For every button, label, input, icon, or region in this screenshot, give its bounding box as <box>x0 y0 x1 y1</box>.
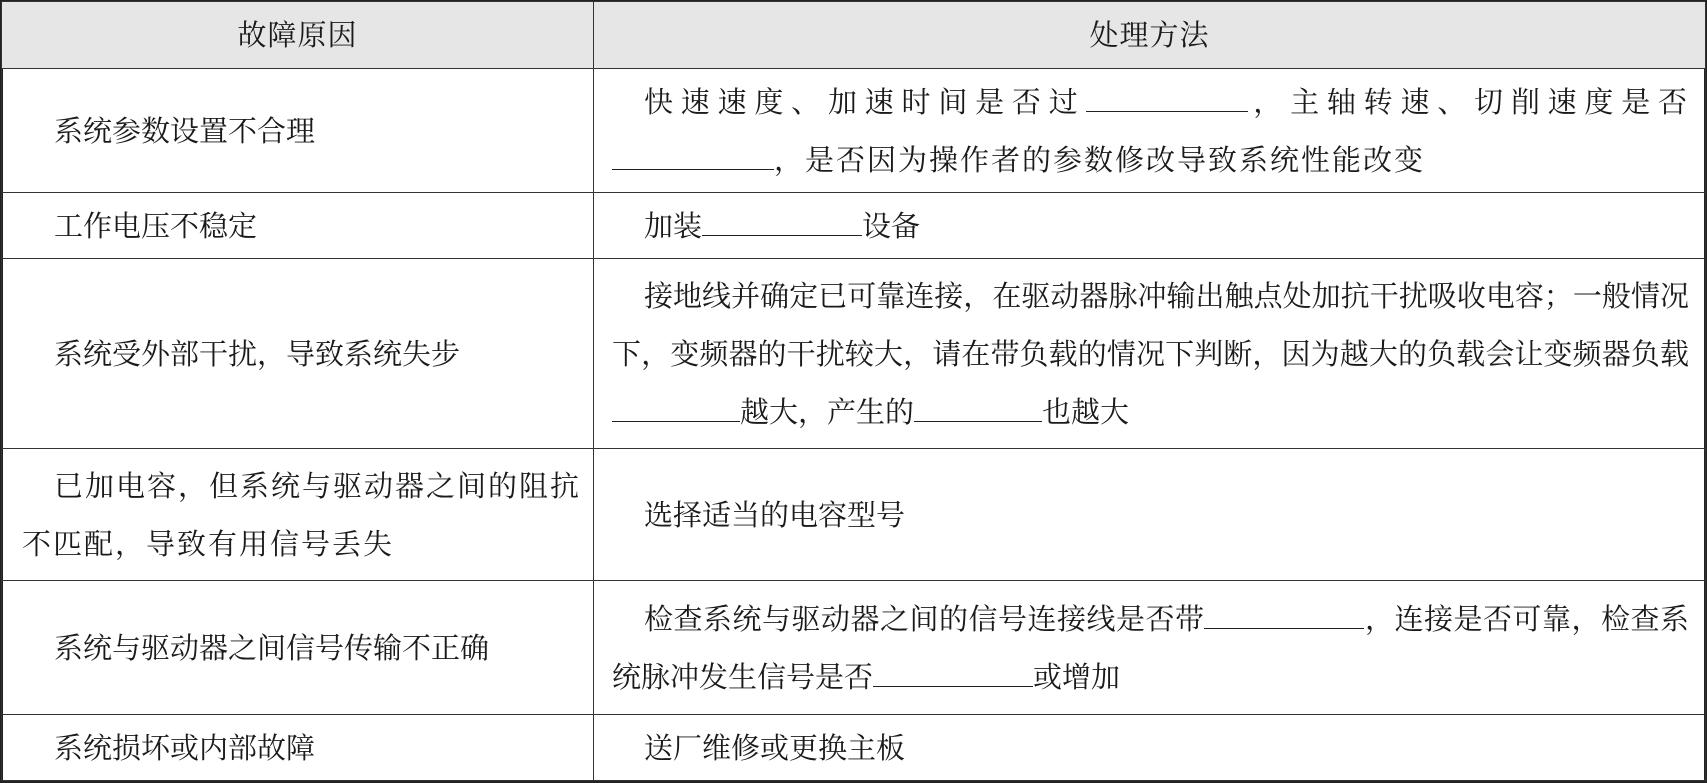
cause-cell: 系统受外部干扰，导致系统失步 <box>2 259 594 449</box>
fill-blank <box>612 391 740 422</box>
table-row <box>2 449 1706 581</box>
cause-cell: 已加电容，但系统与驱动器之间的阻抗不匹配，导致有用信号丢失 <box>2 449 594 581</box>
fill-blank <box>873 656 1033 687</box>
method-text: 快速速度、加速时间是否过 <box>644 84 1086 119</box>
method-cell <box>594 69 1706 193</box>
header-cause: 故障原因 <box>2 2 594 69</box>
header-method: 处理方法 <box>594 2 1706 69</box>
fill-blank <box>1086 81 1248 112</box>
method-cell: 选择适当的电容型号 <box>594 449 1706 581</box>
method-cell <box>594 193 1706 259</box>
table-row <box>2 259 1706 449</box>
method-text: ，是否因为操作者的参数修改导致系统性能改变 <box>774 142 1426 177</box>
table-row <box>2 69 1706 193</box>
method-text: 或增加 <box>1033 659 1121 694</box>
method-text: 检查系统与驱动器之间的信号连接线是否带 <box>644 601 1205 636</box>
method-text: 接地线并确定已可靠连接，在驱动器脉冲输出触点处加抗干扰吸收电容；一般情况下，变频器的干扰较大，请在带负载的情况下判断，因为越大的负载会让变频器负载 <box>612 278 1689 371</box>
fill-blank <box>612 139 774 170</box>
fill-blank <box>914 391 1042 422</box>
method-text: ，主轴转速、切削速度是否 <box>1247 84 1689 119</box>
cause-cell: 系统损坏或内部故障 <box>2 715 594 781</box>
cause-cell: 系统与驱动器之间信号传输不正确 <box>2 581 594 715</box>
table-row <box>2 193 1706 259</box>
method-text: 越大，产生的 <box>740 394 915 429</box>
table-row <box>2 715 1706 781</box>
header-row <box>2 2 1706 69</box>
fault-table <box>1 1 1706 781</box>
method-cell: 送厂维修或更换主板 <box>594 715 1706 781</box>
fill-blank <box>1204 598 1364 629</box>
method-cell <box>594 581 1706 715</box>
method-text: ，连接是否可靠，检查系统脉冲发生信号是否 <box>612 601 1689 694</box>
method-text: 也越大 <box>1042 394 1130 429</box>
method-cell <box>594 259 1706 449</box>
cause-cell: 系统参数设置不合理 <box>2 69 594 193</box>
table-row <box>2 581 1706 715</box>
method-text: 设备 <box>862 208 921 243</box>
cause-cell: 工作电压不稳定 <box>2 193 594 259</box>
method-text: 加装 <box>644 208 703 243</box>
fill-blank <box>702 205 862 236</box>
